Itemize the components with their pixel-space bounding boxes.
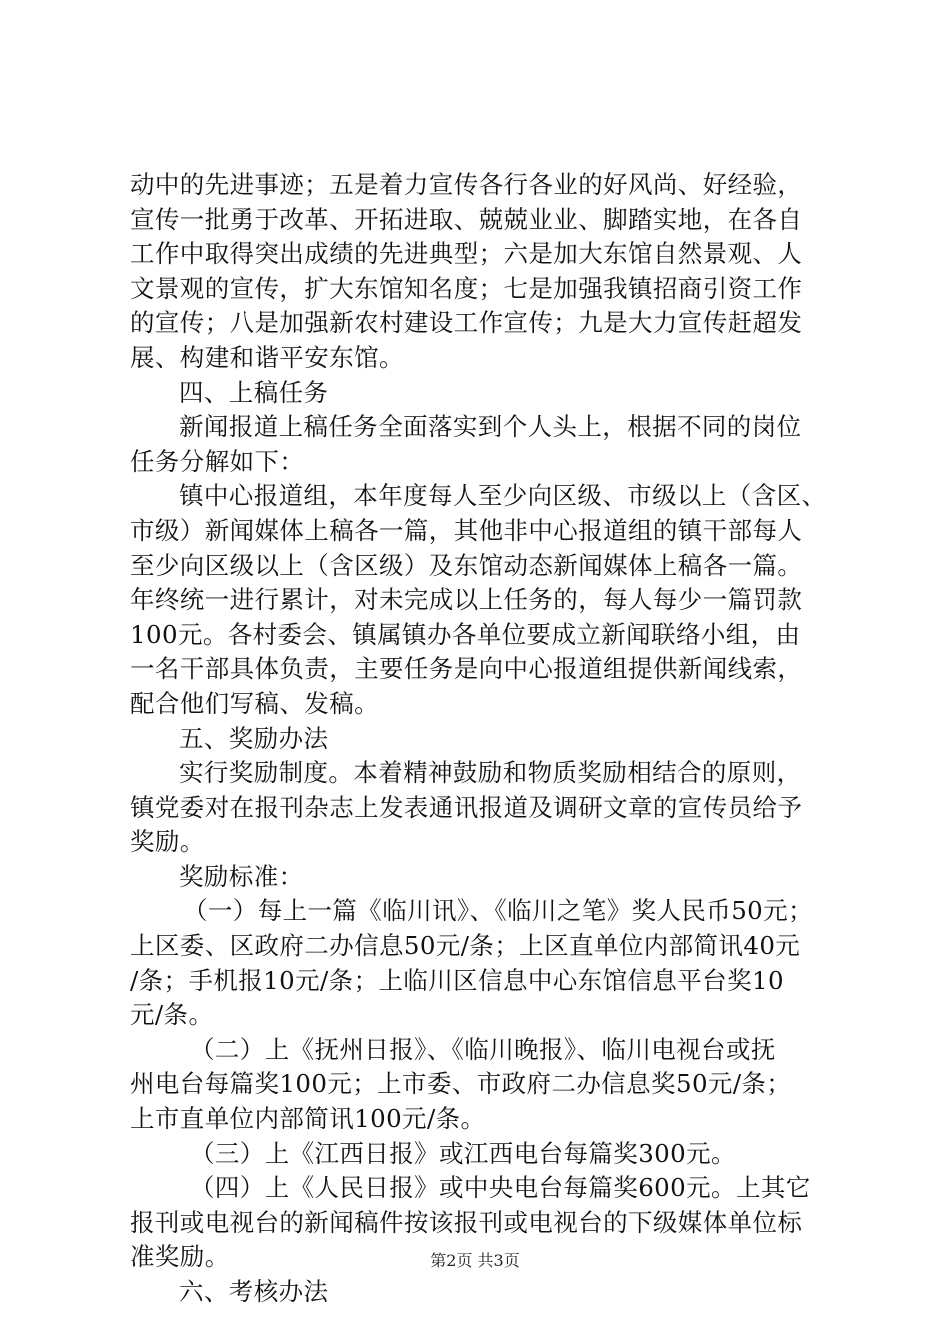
- text-line: 的宣传；八是加强新农村建设工作宣传；九是大力宣传赶超发: [130, 308, 803, 338]
- text-line: 文景观的宣传，扩大东馆知名度；七是加强我镇招商引资工作: [130, 273, 803, 303]
- text-line: （二）上《抚州日报》、《临川晚报》、临川电视台或抚: [190, 1034, 776, 1064]
- text-line: 一名干部具体负责，主要任务是向中心报道组提供新闻线索，: [130, 654, 803, 684]
- text-line: 元/条。: [130, 1000, 214, 1030]
- text-line: 市级）新闻媒体上稿各一篇，其他非中心报道组的镇干部每人: [130, 515, 803, 545]
- text-line: 动中的先进事迹；五是着力宣传各行各业的好风尚、好经验，: [130, 170, 803, 199]
- text-line: 工作中取得突出成绩的先进典型；六是加大东馆自然景观、人: [130, 239, 803, 269]
- section-heading: 五、奖励办法: [179, 723, 329, 753]
- document-body: [130, 168, 830, 1310]
- text-line: （四）上《人民日报》或中央电台每篇奖600元。上其它: [190, 1173, 811, 1203]
- text-line: 州电台每篇奖100元；上市委、市政府二办信息奖50元/条；: [130, 1069, 792, 1099]
- text-line: 新闻报道上稿任务全面落实到个人头上，根据不同的岗位: [179, 412, 802, 442]
- text-line: 配合他们写稿、发稿。: [130, 688, 379, 718]
- text-line: 至少向区级以上（含区级）及东馆动态新闻媒体上稿各一篇。: [130, 550, 803, 580]
- text-line: （三）上《江西日报》或江西电台每篇奖300元。: [190, 1138, 736, 1168]
- text-line: 100元。各村委会、镇属镇办各单位要成立新闻联络小组，由: [130, 619, 801, 649]
- text-line: 实行奖励制度。本着精神鼓励和物质奖励相结合的原则，: [179, 758, 802, 788]
- text-line: 报刊或电视台的新闻稿件按该报刊或电视台的下级媒体单位标: [130, 1207, 803, 1237]
- text-line: 奖励标准：: [179, 861, 304, 891]
- text-line: 准奖励。: [130, 1242, 230, 1272]
- text-line: 镇党委对在报刊杂志上发表通讯报道及调研文章的宣传员给予: [130, 792, 803, 822]
- text-line: 任务分解如下：: [130, 446, 305, 476]
- text-line: 镇中心报道组，本年度每人至少向区级、市级以上（含区、: [179, 481, 827, 511]
- text-line: 宣传一批勇于改革、开拓进取、兢兢业业、脚踏实地，在各自: [130, 204, 803, 234]
- text-line: 展、构建和谐平安东馆。: [130, 342, 404, 372]
- text-line: 年终统一进行累计，对未完成以上任务的，每人每少一篇罚款: [130, 585, 803, 615]
- section-heading: 六、考核办法: [179, 1277, 329, 1306]
- page-number: 第2页 共3页: [430, 1251, 520, 1270]
- text-line: 上区委、区政府二办信息50元/条；上区直单位内部简讯40元: [130, 931, 801, 961]
- text-line: 奖励。: [130, 827, 205, 857]
- text-line: （一）每上一篇《临川讯》、《临川之笔》奖人民币50元；: [183, 896, 813, 926]
- text-line: /条；手机报10元/条；上临川区信息中心东馆信息平台奖10: [130, 965, 784, 995]
- text-line: 上市直单位内部简讯100元/条。: [130, 1104, 486, 1134]
- section-heading: 四、上稿任务: [179, 377, 329, 407]
